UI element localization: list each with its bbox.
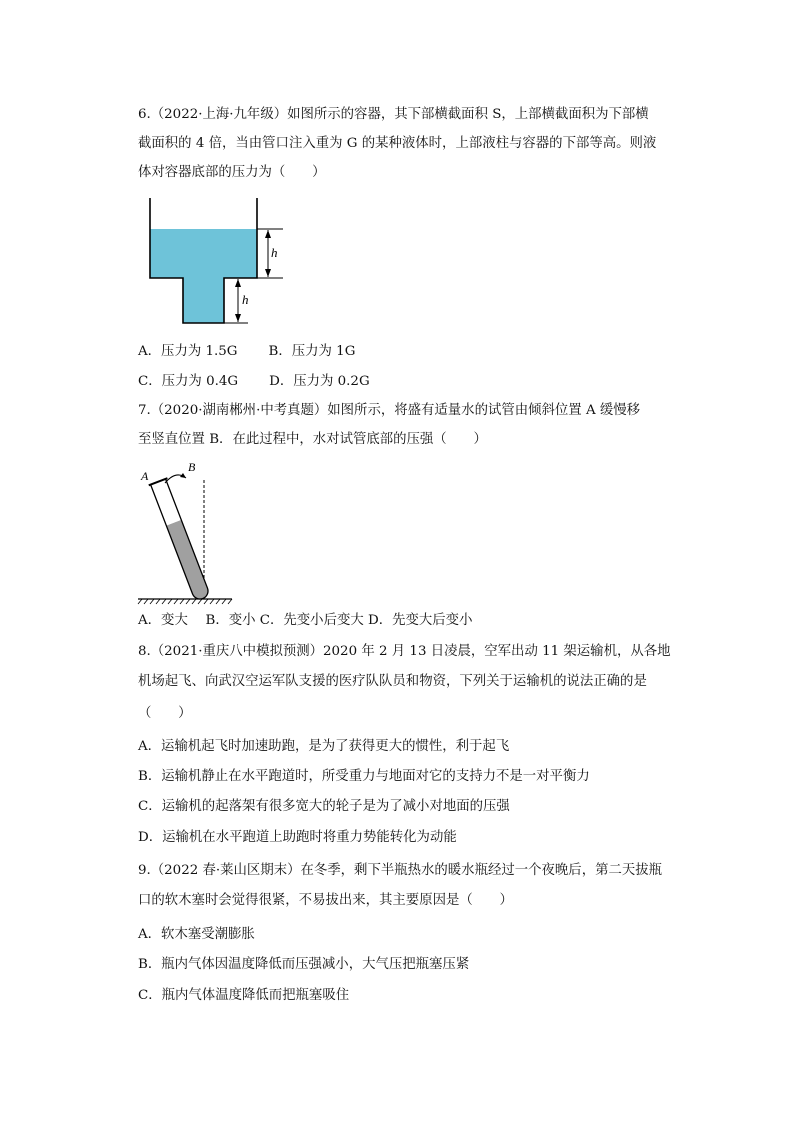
q9-option-c: C．瓶内气体温度降低而把瓶塞吸住 [138,988,350,1003]
q7-stem-line2: 至竖直位置 B．在此过程中，水对试管底部的压强（ ） [138,432,487,447]
liquid-upper [150,229,257,278]
q8-option-a: A．运输机起飞时加速助跑，是为了获得更大的惯性，利于起飞 [138,739,510,754]
q8-option-c: C．运输机的起落架有很多宽大的轮子是为了减小对地面的压强 [138,799,510,814]
q6-options-row2: C．压力为 0.4G D．压力为 0.2G [138,374,370,389]
liquid-lower [183,277,224,323]
container-figure [140,196,300,331]
q8-stem-line1: 8.（2021·重庆八中模拟预测）2020 年 2 月 13 日凌晨，空军出动 11 架运输机，从各地 [138,644,671,659]
q8-option-b: B．运输机静止在水平跑道时，所受重力与地面对它的支持力不是一对平衡力 [138,769,590,784]
q6-stem-line1: 6.（2022·上海·九年级）如图所示的容器，其下部横截面积 S，上部横截面积为下部横 [138,107,649,122]
test-tube-figure [136,460,236,605]
q8-stem-line2: 机场起飞、向武汉空运军队支援的医疗队队员和物资，下列关于运输机的说法正确的是 [138,674,647,689]
q9-option-b: B．瓶内气体因温度降低而压强减小，大气压把瓶塞压紧 [138,957,470,972]
q6-stem-line3: 体对容器底部的压力为（ ） [138,165,326,180]
q8-option-d: D．运输机在水平跑道上助跑时将重力势能转化为动能 [138,830,457,845]
q7-stem-line1: 7.（2020·湖南郴州·中考真题）如图所示，将盛有适量水的试管由倾斜位置 A 缓慢移 [138,403,641,418]
q9-option-a: A．软木塞受潮膨胀 [138,927,255,942]
dim-label-top: h [271,245,278,260]
q7-options: A．变大 B．变小 C．先变小后变大 D．先变大后变小 [138,613,473,628]
label-a: A [141,469,149,483]
label-b: B [188,460,196,474]
q6-options-row1: A．压力为 1.5G B．压力为 1G [138,344,356,359]
dim-label-bottom: h [242,292,249,307]
q9-stem-line1: 9.（2022 春·莱山区期末）在冬季，剩下半瓶热水的暖水瓶经过一个夜晚后，第二天拔瓶 [138,863,663,878]
q8-stem-line3: （ ） [138,706,192,721]
q6-stem-line2: 截面积的 4 倍，当由管口注入重为 G 的某种液体时，上部液柱与容器的下部等高。则液 [138,136,657,151]
q9-stem-line2: 口的软木塞时会觉得很紧，不易拔出来，其主要原因是（ ） [138,893,513,908]
